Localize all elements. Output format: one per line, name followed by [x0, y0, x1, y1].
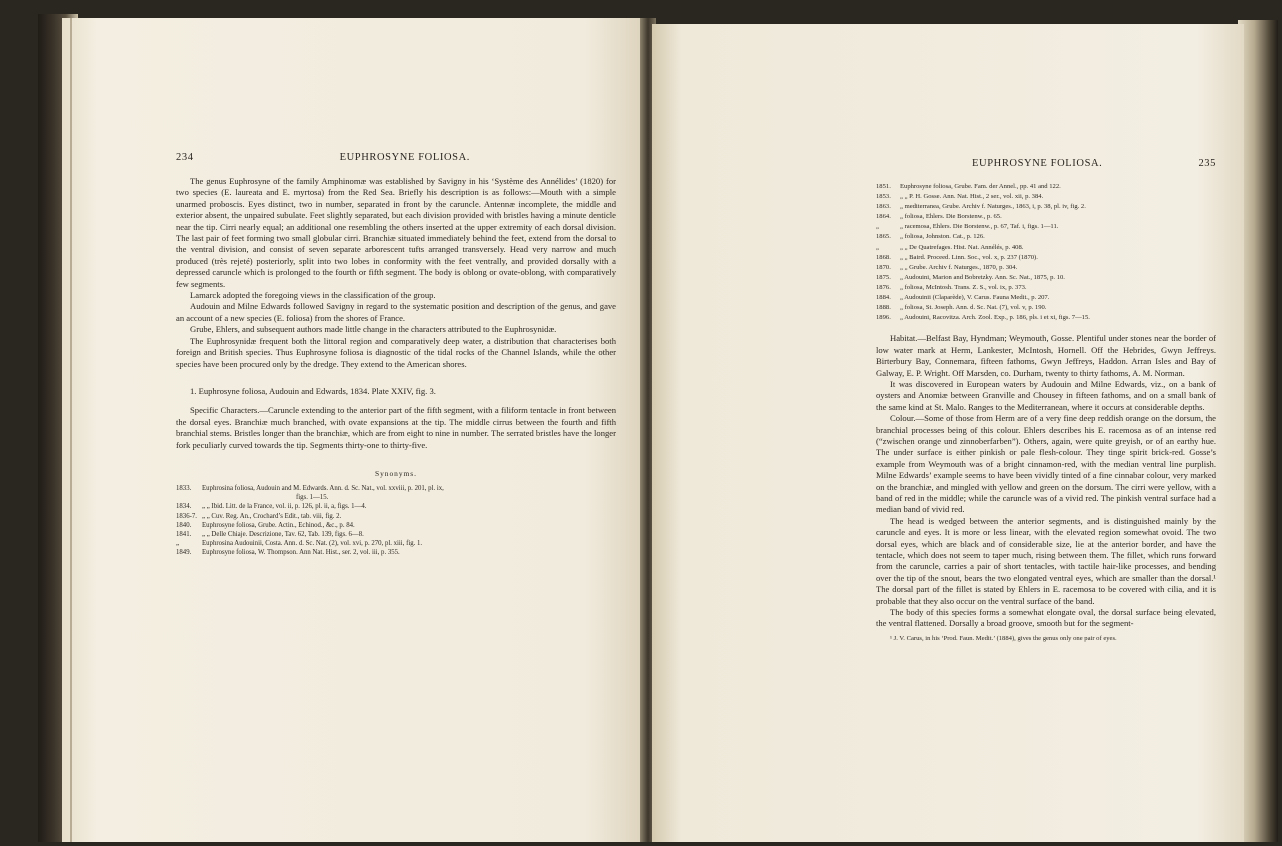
right-paragraph: Colour.—Some of those from Herm are of a very fine deep reddish orange on the dorsum, the branchial processes being of this colour. Ehlers describes his E. racemosa as of an intense red (“zwischen orange und zinnoberfarben”). Others, again, were quite greyish, or of an earthy hue. The under surface is either pinkish or pale flesh-colour. They tinge spirit brick-red. Gosse’s example from Weymouth was of a bright cinnamon-red, with the median ventral line purplish. Milne Edwards’ example seems to have been vividly tinted of a fine cinnabar colour, very marked on the branchiæ, and mingled with yellow and green on the dorsum. The cirri were yellow, with a band of red in the middle; while the caruncle was of a vivid red. The pinkish ventral surface had a median band of vivid red. [876, 413, 1216, 515]
synonym-entry [176, 512, 616, 521]
synonym-year: „ [176, 540, 180, 548]
left-synonym-list [176, 484, 616, 558]
right-synonym-list [876, 182, 1216, 323]
synonym-entry [876, 202, 1216, 212]
left-paragraph: The Euphrosynidæ frequent both the littoral region and comparatively deep water, a distribution that characterises both foreign and British species. Thus Euphrosyne foliosa is diagnostic of the tidal rocks of the Channel Islands, while the other species have been procured only by the dredge. They extend to the American shores. [176, 335, 616, 369]
synonym-year: 1853. [876, 193, 891, 201]
synonym-year: 1884. [876, 294, 891, 302]
synonym-entry [176, 548, 616, 557]
synonym-entry [876, 192, 1216, 202]
right-paragraph: The head is wedged between the anterior segments, and is distinguished mainly by the caruncle and eyes. It is more or less linear, with the elevated region somewhat ovoid. The two dorsal eyes, which are black and of considerable size, lie at the anterior border, and have the tentacle, which does not seem to taper much, rising between them. The fillet, which runs forward from the caruncle, carries a pair of short tentacles, with tactile hair-like processes, and bending over the tip of the snout, bears the two elongated ventral eyes, which are smaller than the dorsal.¹ The dorsal part of the fillet is stated by Ehlers in E. racemosa to be covered with cilia, and it is probable that they also occur on the ventral surface of the band. [876, 515, 1216, 606]
synonym-entry [876, 303, 1216, 313]
synonyms-title: Synonyms. [374, 468, 418, 478]
right-running-header [876, 158, 1216, 172]
synonym-entry [876, 243, 1216, 253]
synonym-entry [876, 263, 1216, 273]
synonym-text: „ Audouinii (Claparède), V. Carus. Fauna Medit., p. 207. [900, 294, 1050, 302]
left-paragraph: Audouin and Milne Edwards followed Savigny in regard to the systematic position and description of the genus, and gave an account of a new species (E. foliosa) from the shores of France. [176, 301, 616, 323]
synonym-text: Euphrosina Audouinii, Costa. Ann. d. Sc. Nat. (2), vol. xvi, p. 270, pl. xiii, fig. 1. [202, 540, 423, 548]
synonym-text: „ foliosa, Johnston. Cat., p. 126. [900, 233, 985, 241]
synonym-year: 1863. [876, 203, 891, 211]
synonym-text: „ „ De Quatrefages. Hist. Nat. Annélés, p. 408. [900, 243, 1024, 251]
synonym-text: figs. 1—15. [296, 494, 329, 502]
synonym-text: „ „ Baird. Proceed. Linn. Soc., vol. x, p. 237 (1870). [900, 253, 1038, 261]
right-page [652, 24, 1244, 842]
synonym-text: „ „ Grube. Archiv f. Naturges., 1870, p. 304. [900, 263, 1018, 271]
synonym-text: „ foliosa, St. Joseph. Ann. d. Sc. Nat. (7), vol. v, p. 190. [900, 304, 1047, 312]
left-running-header [176, 152, 616, 166]
synonym-year: 1840. [176, 521, 192, 529]
synonym-text: „ foliosa, McIntosh. Trans. Z. S., vol. ix, p. 373. [900, 283, 1027, 291]
right-paragraph: The body of this species forms a somewhat elongate oval, the dorsal surface being elevated, the ventral flattened. Dorsally a broad groove, smooth but for the segment- [876, 607, 1216, 629]
specific-characters: Specific Characters.—Caruncle extending to the anterior part of the fifth segment, with a filiform tentacle in front between the dorsal eyes. Branchiæ much branched, with ovate expansions at the tip. The middle cirrus between the fourth and fifth branchial stems. Bristles longer than the branchiæ, which are from eight to nine in number. The serrated bristles have the longer fork peculiarly curved towards the tip. Segments thirty-one to thirty-five. [176, 405, 616, 450]
synonym-entry [176, 530, 616, 539]
synonym-year: 1888. [876, 304, 891, 312]
synonym-text: „ „ Cuv. Reg. An., Crochard’s Edit., tab. viii, fig. 2. [202, 512, 342, 520]
left-paragraph: Grube, Ehlers, and subsequent authors made little change in the characters attributed to the Euphrosynidæ. [190, 324, 557, 335]
species-heading: 1. Euphrosyne foliosa, Audouin and Edwards, 1834. Plate XXIV, fig. 3. [190, 385, 436, 396]
synonym-entry [876, 212, 1216, 222]
synonym-entry [176, 484, 616, 493]
right-paragraph: It was discovered in European waters by Audouin and Milne Edwards, viz., on a bank of oysters and Anomiæ between Granville and Chousey in fifteen fathoms, and on a small bank of the same kind at St. Malo. Ranges to the Mediterranean, where it occurs at considerable depths. [876, 378, 1216, 412]
synonym-text: „ „ Delle Chiaje. Descrizione, Tav. 62, Tab. 139, figs. 6—8. [202, 530, 364, 538]
synonym-text: Euphrosyne foliosa, W. Thompson. Ann Nat. Hist., ser. 2, vol. iii, p. 355. [202, 549, 400, 557]
synonym-text: Euphrosyne foliosa, Grube. Actin., Echinod., &c., p. 84. [202, 521, 355, 529]
synonym-text: „ „ Ibid. Litt. de la France, vol. ii, p. 126, pl. ii, a, figs. 1—4. [202, 503, 367, 511]
synonym-year: 1851. [876, 183, 891, 190]
synonym-year: 1836-7. [176, 512, 197, 520]
synonym-text: „ mediterranea, Grube. Archiv f. Naturges., 1863, i, p. 38, pl. iv, fig. 2. [900, 203, 1086, 211]
synonym-entry [876, 293, 1216, 303]
left-page-content [176, 152, 616, 558]
synonym-year: 1875. [876, 273, 891, 281]
synonym-text: Euphrosyne foliosa, Grube. Fam. der Annel., pp. 41 and 122. [900, 183, 1061, 190]
synonym-text: „ Audouini, Marion and Bobretzky. Ann. Sc. Nat., 1875, p. 10. [900, 273, 1065, 281]
right-page-number: 235 [1198, 158, 1216, 169]
synonym-year: 1849. [176, 549, 192, 557]
synonym-entry [876, 283, 1216, 293]
synonym-entry [876, 222, 1216, 232]
synonym-entry [176, 493, 616, 502]
synonym-entry [176, 539, 616, 548]
left-page [62, 18, 644, 842]
synonym-text: „ racemosa, Ehlers. Die Borstenw., p. 67, Taf. i, figs. 1—11. [900, 223, 1059, 231]
right-page-content [876, 158, 1216, 643]
synonym-year: 1841. [176, 530, 192, 538]
synonym-text: Euphrosina foliosa, Audouin and M. Edwards. Ann. d. Sc. Nat., vol. xxviii, p. 201, pl. ix, [202, 484, 444, 492]
right-running-head: EUPHROSYNE FOLIOSA. [972, 158, 1103, 169]
synonym-year: „ [876, 223, 879, 231]
synonym-year: 1833. [176, 484, 192, 492]
synonym-year: 1870. [876, 263, 891, 271]
synonym-entry [176, 502, 616, 511]
synonym-year: 1876. [876, 283, 891, 291]
synonym-year: 1864. [876, 213, 891, 221]
left-running-head: EUPHROSYNE FOLIOSA. [339, 152, 470, 163]
synonym-year: 1868. [876, 253, 891, 261]
synonym-entry [876, 273, 1216, 283]
synonym-year: 1865. [876, 233, 891, 241]
page-edge [70, 18, 72, 842]
left-paragraph: Lamarck adopted the foregoing views in the classification of the group. [190, 290, 436, 301]
synonym-text: „ „ P. H. Gosse. Ann. Nat. Hist., 2 ser., vol. xii, p. 384. [900, 193, 1044, 201]
synonym-entry [876, 313, 1216, 323]
synonym-year: 1834. [176, 503, 192, 511]
left-page-number: 234 [176, 152, 194, 163]
right-paragraph: Habitat.—Belfast Bay, Hyndman; Weymouth, Gosse. Plentiful under stones near the border of low water mark at Herm, Lankester, McIntosh, Hornell. Off the Hebrides, Gwyn Jeffreys. Birterbury Bay, Connemara, fifteen fathoms, Gwyn Jeffreys, Haddon. Arran Isles and Bay of Galway, E. P. Wright. Off Marsden, co. Durham, twenty to thirty fathoms, A. M. Norman. [876, 333, 1216, 378]
synonym-year: „ [876, 243, 879, 251]
synonym-entry [876, 232, 1216, 242]
book-binding-right [1238, 20, 1278, 842]
footnote: ¹ J. V. Carus, in his ‘Prod. Faun. Medit.’ (1884), gives the genus only one pair of eyes. [890, 634, 1117, 642]
synonym-text: „ Audouini, Racovitza. Arch. Zool. Exp., p. 186, pls. i et xi, figs. 7—15. [900, 314, 1090, 322]
synonym-year: 1896. [876, 314, 891, 322]
synonym-entry [176, 521, 616, 530]
synonym-entry [876, 253, 1216, 263]
left-paragraph: The genus Euphrosyne of the family Amphinomæ was established by Savigny in his ‘Système des Annélides’ (1820) for two species (E. laureata and E. myrtosa) from the Red Sea. Briefly his description is as follows:—Mouth with a simple unarmed proboscis. Eyes distinct, two in number, separated in front by the caruncle. Antennæ incomplete, the middle and exterior absent, the unpaired subulate. Feet slightly separated, but each division provided with bristles having a minute denticle near the tip. Cirri nearly equal; an additional one resembling the others inserted at the upper extremity of each dorsal division. The last pair of feet forming two small globular cirri. Branchiæ situated immediately behind the feet, extend from the dorsal to the ventral division, and consist of seven separate arborescent tufts arranged transversely. Head very narrow and much produced (très rejeté) posteriorly, split into two lobes in conformity with the feet ventrally, and provided dorsally with a depressed caruncle which is prolonged to the fourth or fifth segment. The body is oblong or ovate-oblong, with comparatively few segments. [176, 176, 616, 289]
synonym-text: „ foliosa, Ehlers. Die Borstenw., p. 65. [900, 213, 1002, 221]
synonym-entry [876, 182, 1216, 192]
